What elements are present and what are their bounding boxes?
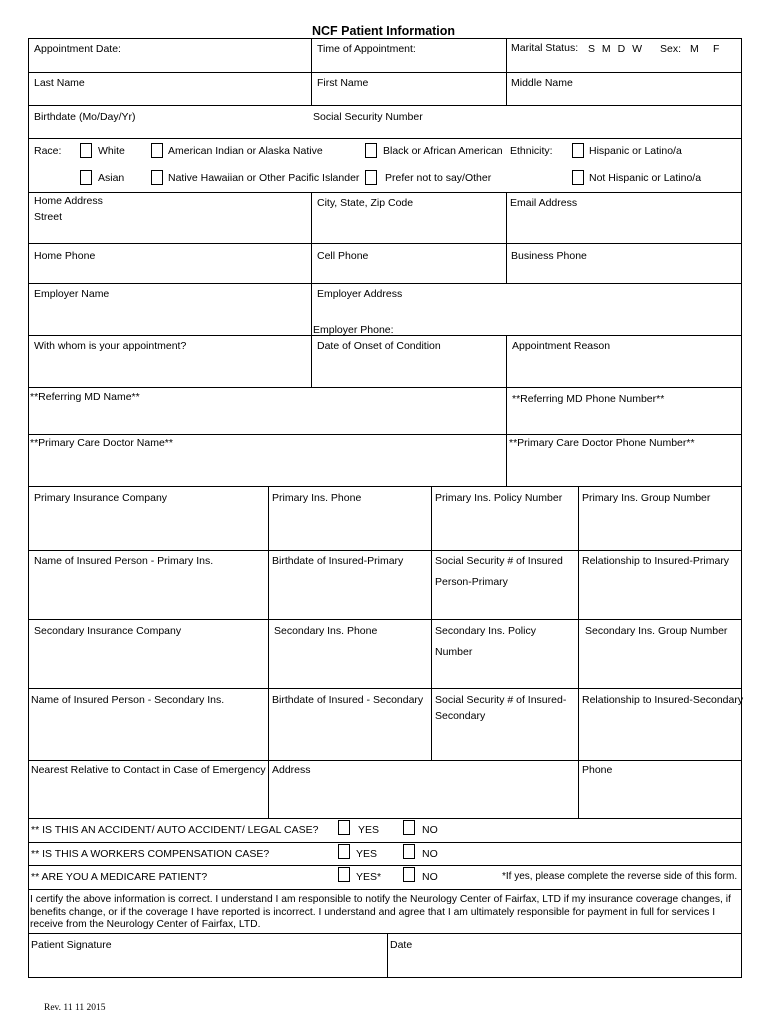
insured-primary-relationship-label: Relationship to Insured-Primary: [582, 555, 730, 567]
primary-ins-group-label: Primary Ins. Group Number: [582, 492, 711, 504]
divider: [506, 335, 507, 387]
race-hawaiian-checkbox[interactable]: [151, 170, 163, 185]
divider: [431, 486, 432, 760]
workers-comp-no-label: NO: [422, 848, 438, 860]
race-black-label: Black or African American: [383, 145, 503, 157]
home-phone-label: Home Phone: [34, 250, 96, 262]
divider: [387, 933, 388, 977]
rule: [28, 72, 742, 73]
employer-phone-label: Employer Phone:: [313, 324, 394, 336]
rule: [28, 619, 742, 620]
workers-comp-yes-checkbox[interactable]: [338, 844, 350, 859]
race-asian-checkbox[interactable]: [80, 170, 92, 185]
ethnicity-not-hispanic-checkbox[interactable]: [572, 170, 584, 185]
last-name-label: Last Name: [34, 77, 85, 89]
emergency-phone-label: Phone: [582, 764, 613, 776]
insured-secondary-name-label: Name of Insured Person - Secondary Ins.: [31, 694, 225, 706]
email-label: Email Address: [510, 197, 578, 209]
secondary-ins-group-label: Secondary Ins. Group Number: [585, 625, 728, 637]
appointment-reason-label: Appointment Reason: [512, 340, 611, 352]
rule: [28, 818, 742, 819]
primary-ins-policy-label: Primary Ins. Policy Number: [435, 492, 563, 504]
rule: [28, 283, 742, 284]
medicare-no-label: NO: [422, 871, 438, 883]
sex-option-m[interactable]: M: [690, 43, 699, 55]
street-label: Street: [34, 211, 63, 223]
secondary-ins-policy-label-2: Number: [435, 646, 473, 658]
border-left: [28, 38, 29, 978]
medicare-no-checkbox[interactable]: [403, 867, 415, 882]
workers-comp-yes-label: YES: [356, 848, 378, 860]
rule: [28, 486, 742, 487]
rule: [28, 933, 742, 934]
marital-status-options[interactable]: S M D W: [588, 43, 642, 55]
rule: [28, 977, 742, 978]
divider: [506, 38, 507, 72]
divider: [311, 335, 312, 387]
divider: [506, 192, 507, 283]
workers-comp-question: ** IS THIS A WORKERS COMPENSATION CASE?: [31, 848, 270, 860]
with-whom-label: With whom is your appointment?: [34, 340, 187, 352]
referring-md-name-label: **Referring MD Name**: [30, 391, 140, 403]
medicare-question: ** ARE YOU A MEDICARE PATIENT?: [31, 871, 208, 883]
insured-primary-birthdate-label: Birthdate of Insured-Primary: [272, 555, 404, 567]
emergency-address-label: Address: [272, 764, 311, 776]
workers-comp-no-checkbox[interactable]: [403, 844, 415, 859]
race-prefer-not-checkbox[interactable]: [365, 170, 377, 185]
accident-yes-checkbox[interactable]: [338, 820, 350, 835]
race-asian-label: Asian: [98, 172, 125, 184]
ethnicity-hispanic-label: Hispanic or Latino/a: [589, 145, 682, 157]
race-american-indian-label: American Indian or Alaska Native: [168, 145, 323, 157]
divider: [311, 192, 312, 335]
race-white-checkbox[interactable]: [80, 143, 92, 158]
accident-yes-label: YES: [358, 824, 380, 836]
primary-care-name-label: **Primary Care Doctor Name**: [30, 437, 173, 449]
race-hawaiian-label: Native Hawaiian or Other Pacific Islander: [168, 172, 360, 184]
cell-phone-label: Cell Phone: [317, 250, 369, 262]
accident-no-label: NO: [422, 824, 438, 836]
secondary-ins-policy-label-1: Secondary Ins. Policy: [435, 625, 536, 637]
appointment-date-label: Appointment Date:: [34, 43, 121, 55]
sex-label: Sex:: [660, 43, 682, 55]
secondary-ins-phone-label: Secondary Ins. Phone: [274, 625, 378, 637]
insured-secondary-ssn-label-1: Social Security # of Insured-: [435, 694, 567, 706]
medicare-yes-checkbox[interactable]: [338, 867, 350, 882]
medicare-note: *If yes, please complete the reverse side of this form.: [502, 871, 738, 882]
rule: [28, 865, 742, 866]
divider: [268, 486, 269, 818]
secondary-ins-company-label: Secondary Insurance Company: [34, 625, 182, 637]
insured-secondary-ssn-label-2: Secondary: [435, 710, 486, 722]
patient-signature-label: Patient Signature: [31, 939, 112, 951]
rule: [28, 889, 742, 890]
employer-name-label: Employer Name: [34, 288, 110, 300]
middle-name-label: Middle Name: [511, 77, 573, 89]
race-label: Race:: [34, 145, 62, 157]
first-name-label: First Name: [317, 77, 369, 89]
race-white-label: White: [98, 145, 125, 157]
rule: [28, 550, 742, 551]
insured-secondary-relationship-label: Relationship to Insured-Secondary: [582, 694, 744, 706]
rule: [28, 434, 742, 435]
race-black-checkbox[interactable]: [365, 143, 377, 158]
insured-primary-ssn-label-1: Social Security # of Insured: [435, 555, 563, 567]
primary-care-phone-label: **Primary Care Doctor Phone Number**: [509, 437, 695, 449]
rule: [28, 192, 742, 193]
divider: [311, 72, 312, 105]
border-right: [741, 38, 742, 978]
rule: [28, 387, 742, 388]
date-onset-label: Date of Onset of Condition: [317, 340, 441, 352]
rule: [28, 688, 742, 689]
accident-no-checkbox[interactable]: [403, 820, 415, 835]
accident-question: ** IS THIS AN ACCIDENT/ AUTO ACCIDENT/ LEGAL CASE?: [31, 824, 319, 836]
rule: [28, 243, 742, 244]
birthdate-label: Birthdate (Mo/Day/Yr): [34, 111, 136, 123]
ethnicity-label: Ethnicity:: [510, 145, 553, 157]
referring-md-phone-label: **Referring MD Phone Number**: [512, 393, 665, 405]
ethnicity-hispanic-checkbox[interactable]: [572, 143, 584, 158]
rule: [28, 842, 742, 843]
rule: [28, 138, 742, 139]
rule: [28, 760, 742, 761]
emergency-relative-label: Nearest Relative to Contact in Case of Emergency: [31, 764, 266, 776]
insured-primary-name-label: Name of Insured Person - Primary Ins.: [34, 555, 214, 567]
divider: [311, 38, 312, 72]
rule: [28, 38, 742, 39]
marital-status-label: Marital Status:: [511, 42, 579, 54]
primary-ins-phone-label: Primary Ins. Phone: [272, 492, 362, 504]
rule: [28, 105, 742, 106]
race-prefer-not-label: Prefer not to say/Other: [385, 172, 492, 184]
ssn-label: Social Security Number: [313, 111, 423, 123]
certification-text: I certify the above information is correct. I understand I am responsible to notify the Neurology Center of Fairfax, LTD if my insurance coverage changes, if benefits change, or if the coverage I have reported is incorrect. I understand and agree that I am ultimately responsible for payment in full for services I receive from the Neurology Center of Fairfax, LTD.: [30, 894, 731, 930]
divider: [578, 486, 579, 818]
signature-date-label: Date: [390, 939, 413, 951]
page-title: NCF Patient Information: [312, 24, 456, 38]
primary-ins-company-label: Primary Insurance Company: [34, 492, 168, 504]
business-phone-label: Business Phone: [511, 250, 587, 262]
sex-option-f[interactable]: F: [713, 43, 720, 55]
ethnicity-not-hispanic-label: Not Hispanic or Latino/a: [589, 172, 702, 184]
race-american-indian-checkbox[interactable]: [151, 143, 163, 158]
city-state-zip-label: City, State, Zip Code: [317, 197, 414, 209]
divider: [506, 387, 507, 486]
time-of-appointment-label: Time of Appointment:: [317, 43, 416, 55]
insured-primary-ssn-label-2: Person-Primary: [435, 576, 508, 588]
medicare-yes-label: YES*: [356, 871, 382, 883]
divider: [506, 72, 507, 105]
employer-address-label: Employer Address: [317, 288, 403, 300]
revision-label: Rev. 11 11 2015: [44, 1003, 106, 1013]
insured-secondary-birthdate-label: Birthdate of Insured - Secondary: [272, 694, 424, 706]
home-address-label: Home Address: [34, 195, 103, 207]
